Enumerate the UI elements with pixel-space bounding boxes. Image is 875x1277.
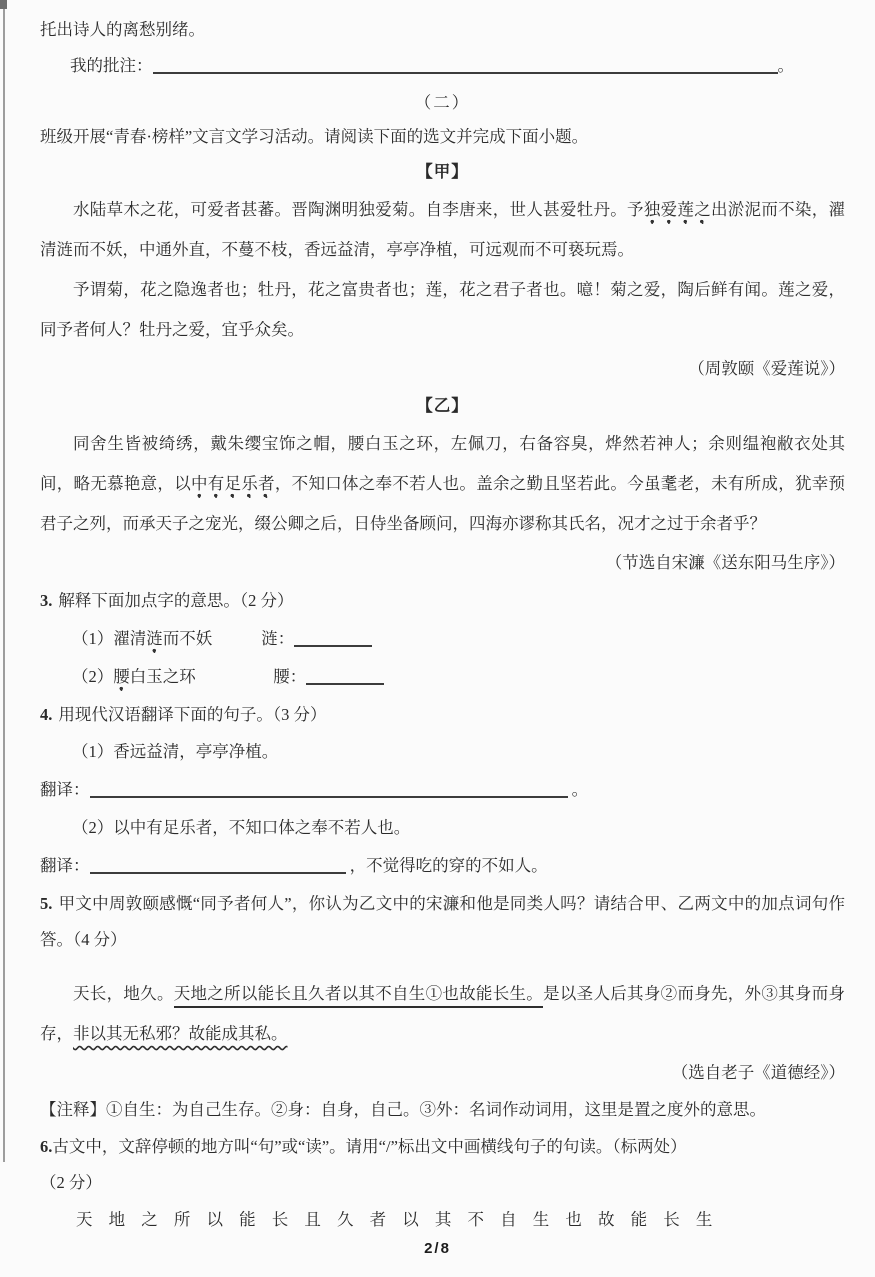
q3-item2-post: 白玉之环 (129, 667, 196, 686)
passage-jia-source: （周敦颐《爱莲说》） (688, 359, 845, 378)
q4-item1-sentence: 香远益清，亭亭净植。 (113, 742, 279, 761)
question-4-number: 4. (40, 705, 53, 724)
q3-item1-ask: 涟： (261, 629, 295, 648)
q3-item1-post: 而不妖 (162, 629, 213, 648)
yi-para-pre: 同舍生皆被绮绣，戴朱缨宝饰之帽，腰白玉之环，左佩刀，右备容臭，烨然若神人；余则缊袍敝衣处其间，略无慕艳意，以 (40, 434, 845, 493)
annotation-label: 我的批注： (70, 56, 153, 75)
laozi-wavy-sentence: 非以其无私邪？故能成其私。 (73, 1024, 288, 1043)
yi-para-post: ，不知口体之奉不若人也。盖余之勤且坚若此。今虽耄老，未有所成，犹幸预君子之列，而承天子之宠光，缀公卿之后，日侍坐备顾问，四海亦谬称其氏名，况才之过于余者乎？ (40, 474, 846, 533)
question-4-item-2 (40, 810, 845, 846)
q4-trans1-label: 翻译： (40, 780, 90, 799)
question-4-text: 用现代汉语翻译下面的句子。（3 分） (58, 705, 327, 724)
yi-para-dotted-phrase: 中有足乐者 (191, 474, 275, 498)
scan-edge-line (3, 0, 5, 1162)
scan-corner-mark (0, 0, 7, 9)
question-4-heading (40, 696, 845, 734)
passage-yi-para (40, 424, 845, 544)
question-5-number: 5. (40, 894, 53, 913)
jia-para1-pre: 水陆草木之花，可爱者甚蕃。晋陶渊明独爱菊。自李唐来，世人甚爱牡丹。予 (73, 200, 644, 219)
section-number: （二） (414, 93, 471, 112)
q3-item2-ask: 腰： (273, 667, 307, 686)
passage-yi-heading: 【乙】 (416, 396, 469, 415)
question-5-text: 甲文中周敦颐感慨“同予者何人”，你认为乙文中的宋濂和他是同类人吗？请结合甲、乙两文中的加点词句作答。（4 分） (40, 894, 845, 949)
question-6-punctuation-sentence[interactable]: 天 地 之 所 以 能 长 且 久 者 以 其 不 自 生 也 故 能 长 生 (76, 1210, 719, 1229)
annotation-row (40, 46, 845, 86)
question-6-score: （2 分） (40, 1173, 102, 1192)
jia-para1-dotted-phrase: 独爱莲之 (644, 200, 711, 224)
annotation-answer-blank[interactable] (153, 56, 778, 75)
q3-item2-phrase (113, 658, 273, 696)
question-4-item-1 (40, 734, 845, 770)
q3-item1-num: （1） (72, 629, 114, 648)
q4-trans2-answer-blank[interactable] (90, 856, 346, 875)
q4-trans1-answer-blank[interactable] (90, 780, 568, 799)
carryover-text: 托出诗人的离愁别绪。 (40, 20, 205, 39)
question-6-text: 古文中，文辞停顿的地方叫“句”或“读”。请用“/”标出文中画横线句子的句读。（标两处） (52, 1137, 687, 1156)
question-3-text: 解释下面加点字的意思。（2 分） (58, 591, 294, 610)
passage-jia-para2: 予谓菊，花之隐逸者也；牡丹，花之富贵者也；莲，花之君子者也。噫！菊之爱，陶后鲜有闻。莲之爱，同予者何人？牡丹之爱，宜乎众矣。 (40, 280, 845, 339)
q3-item1-answer-blank[interactable] (294, 629, 372, 648)
q3-item1-phrase (113, 620, 261, 658)
laozi-pre: 天长，地久。 (73, 984, 174, 1003)
q3-item1-dotted-char: 涟 (146, 629, 163, 653)
question-6-number: 6. (40, 1137, 53, 1156)
passage-jia-heading: 【甲】 (416, 162, 469, 181)
q4-trans2-label: 翻译： (40, 856, 90, 875)
laozi-passage (40, 974, 845, 1054)
q3-item2-dotted-char: 腰 (113, 667, 130, 691)
question-3-number: 3. (40, 591, 53, 610)
question-3-heading (40, 582, 845, 620)
q4-trans2-after: ，不觉得吃的穿的不如人。 (349, 856, 548, 875)
question-3-item-1 (40, 620, 845, 658)
passage-yi-source: （节选自宋濂《送东阳马生序》） (605, 553, 845, 572)
q4-trans1-after: 。 (571, 780, 589, 799)
question-6-heading (40, 1128, 845, 1166)
q4-item2-num: （2） (72, 818, 114, 837)
laozi-notes: 【注释】①自生：为自己生存。②身：自身，自己。③外：名词作动词用，这里是置之度外的意思。 (40, 1100, 766, 1119)
annotation-end-punct: 。 (777, 56, 794, 75)
laozi-underlined-sentence: 天地之所以能长且久者以其不自生①也故能长生。 (174, 984, 543, 1008)
question-3-item-2 (40, 658, 845, 696)
section-intro: 班级开展“青春·榜样”文言文学习活动。请阅读下面的选文并完成下面小题。 (40, 127, 589, 146)
q4-item1-num: （1） (72, 742, 114, 761)
question-4-translation-1 (40, 770, 845, 810)
q3-item2-answer-blank[interactable] (306, 667, 384, 686)
page-number: 2/8 (424, 1240, 451, 1257)
q4-item2-sentence: 以中有足乐者，不知口体之奉不若人也。 (113, 818, 411, 837)
jia-para1-post: 出淤泥而不染，濯清涟而不妖，中通外直，不蔓不枝，香远益清，亭亭净植，可远观而不可亵玩焉。 (40, 200, 846, 259)
question-5 (40, 886, 845, 958)
question-4-translation-2 (40, 846, 845, 886)
q3-item1-pre: 濯清 (113, 629, 147, 648)
q3-item2-num: （2） (72, 667, 114, 686)
laozi-source: （选自老子《道德经》） (671, 1063, 845, 1082)
passage-jia-para1 (40, 190, 845, 270)
laozi-mid: 是以圣人后其身②而身先，外③其身而身存， (40, 984, 846, 1043)
